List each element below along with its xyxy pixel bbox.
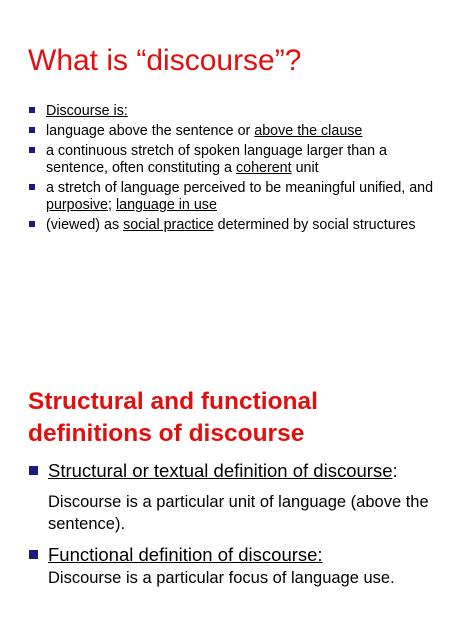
slide-title <box>28 386 318 450</box>
square-bullet-icon <box>29 466 38 475</box>
square-bullet-icon <box>29 184 35 190</box>
bullet-list <box>28 460 458 589</box>
bullet-item <box>28 123 448 140</box>
bullet-text: (viewed) as <box>46 217 124 233</box>
bullet-list <box>28 103 448 237</box>
title-line: Structural and functional <box>28 388 318 415</box>
underlined-text: language in use <box>115 197 217 213</box>
bullet-item <box>28 180 448 214</box>
bullet-text: unit <box>291 160 319 176</box>
underlined-text: coherent <box>235 160 292 176</box>
definition-text: Discourse is a particular focus of language use. <box>48 569 395 587</box>
underlined-text: Discourse is: <box>46 103 128 119</box>
bullet-item <box>28 217 448 234</box>
bullet-item <box>28 460 458 535</box>
bullet-text: language above the sentence or <box>46 123 255 139</box>
bullet-text: : <box>392 460 398 481</box>
bullet-item <box>28 544 458 589</box>
square-bullet-icon <box>29 221 35 227</box>
square-bullet-icon <box>29 147 35 153</box>
bullet-item <box>28 143 448 177</box>
bullet-text: a continuous stretch of spoken language larger than a sentence, often constituting a <box>46 143 387 176</box>
definition-text: Discourse is a particular unit of language (above the sentence). <box>48 493 429 533</box>
underlined-text: purposive <box>46 197 108 213</box>
bullet-text: determined by social structures <box>213 217 416 233</box>
bullet-item <box>28 103 448 120</box>
square-bullet-icon <box>29 550 38 559</box>
slide-structural-functional-definitions <box>0 316 474 632</box>
underlined-text: above the clause <box>254 123 363 139</box>
square-bullet-icon <box>29 127 35 133</box>
bullet-text: ; <box>108 197 116 213</box>
square-bullet-icon <box>29 107 35 113</box>
underlined-text: Functional definition of discourse: <box>48 544 323 565</box>
bullet-text: a stretch of language perceived to be meaningful unified, and <box>46 180 434 196</box>
underlined-text: social practice <box>123 217 214 233</box>
title-line: definitions of discourse <box>28 420 305 447</box>
underlined-text: Structural or textual definition of discourse <box>48 460 393 481</box>
slide-title: What is “discourse”? <box>28 44 302 77</box>
